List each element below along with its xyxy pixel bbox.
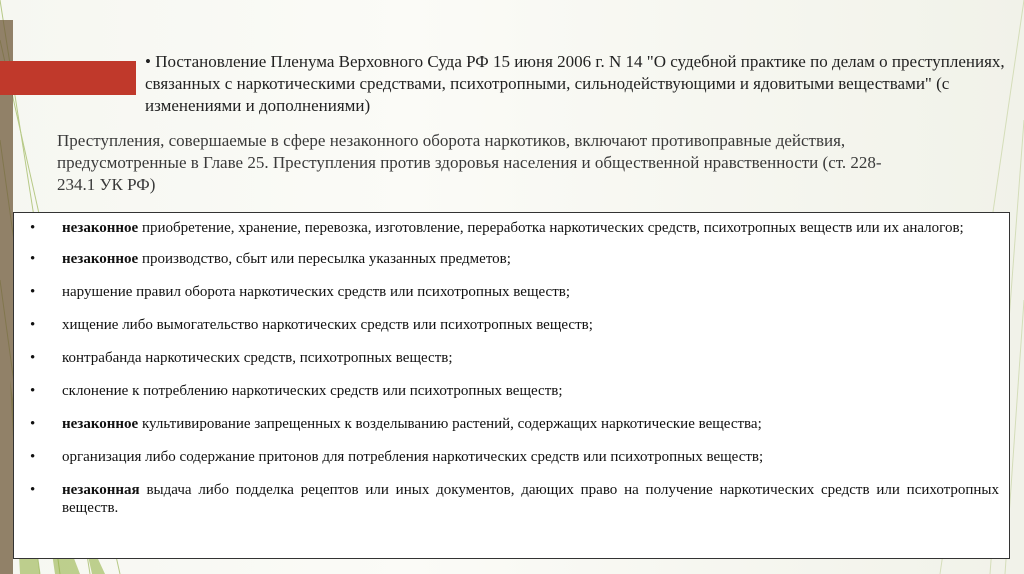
list-item (30, 481, 999, 517)
list-item-text (62, 283, 999, 301)
list-item-rest: приобретение, хранение, перевозка, изготовление, переработка наркотических средств, психотропных веществ или их аналогов; (138, 220, 964, 236)
list-item (30, 415, 999, 433)
list-item-text (62, 448, 999, 466)
bullet-icon: • (30, 317, 36, 333)
accent-tab (0, 61, 136, 95)
intro-paragraph: Преступления, совершаемые в сфере незаконного оборота наркотиков, включают противоправные действия, предусмотренные в Главе 25. Преступления против здоровья населения и общественной нравственности (ст. 228-234.1 УК РФ) (57, 131, 882, 194)
list-item-text (62, 219, 999, 237)
bullet-icon: • (30, 251, 36, 267)
list-item-text (62, 250, 999, 268)
bullet-icon: • (30, 350, 36, 366)
header-text: Постановление Пленума Верховного Суда РФ 15 июня 2006 г. N 14 "О судебной практике по делам о преступлениях, связанных с наркотическими средствами, психотропными, сильнодействующими и ядовитыми веществами" (с изменениями и дополнениями) (145, 52, 1005, 115)
list-item (30, 448, 999, 466)
list-item-bold: незаконное (62, 416, 139, 432)
crime-list-box (13, 212, 1010, 559)
list-item-text (62, 481, 999, 517)
bullet-icon: • (30, 383, 36, 399)
list-item-rest: хищение либо вымогательство наркотических средств или психотропных веществ; (62, 317, 593, 333)
list-item (30, 316, 999, 334)
bullet-icon: • (30, 449, 36, 465)
list-item-rest: выдача либо подделка рецептов или иных документов, дающих право на получение наркотических средств или психотропных веществ. (62, 482, 999, 516)
list-item-rest: склонение к потреблению наркотических средств или психотропных веществ; (62, 383, 563, 399)
list-item-bold: незаконная (62, 482, 140, 498)
list-item (30, 250, 999, 268)
list-item-rest: культивирование запрещенных к возделыванию растений, содержащих наркотические вещества; (138, 416, 762, 432)
list-item (30, 382, 999, 400)
left-ruling-bar (0, 20, 13, 574)
list-item (30, 283, 999, 301)
bullet-icon: • (30, 482, 36, 498)
bullet-icon: • (30, 220, 36, 236)
bullet-icon: • (30, 416, 36, 432)
list-item (30, 349, 999, 367)
list-item-rest: организация либо содержание притонов для потребления наркотических средств или психотропных веществ; (62, 449, 764, 465)
list-item-bold: незаконное (62, 220, 139, 236)
header-citation (145, 51, 1015, 117)
list-item-text (62, 349, 999, 367)
list-item-rest: контрабанда наркотических средств, психотропных веществ; (62, 350, 453, 366)
list-item-bold: незаконное (62, 251, 139, 267)
list-item-text (62, 316, 999, 334)
list-item (30, 219, 999, 237)
list-item-text (62, 382, 999, 400)
list-item-text (62, 415, 999, 433)
list-item-rest: производство, сбыт или пересылка указанных предметов; (138, 251, 511, 267)
list-item-rest: нарушение правил оборота наркотических средств или психотропных веществ; (62, 284, 571, 300)
bullet-icon: • (30, 284, 36, 300)
header-bullet-icon: • (145, 52, 151, 71)
